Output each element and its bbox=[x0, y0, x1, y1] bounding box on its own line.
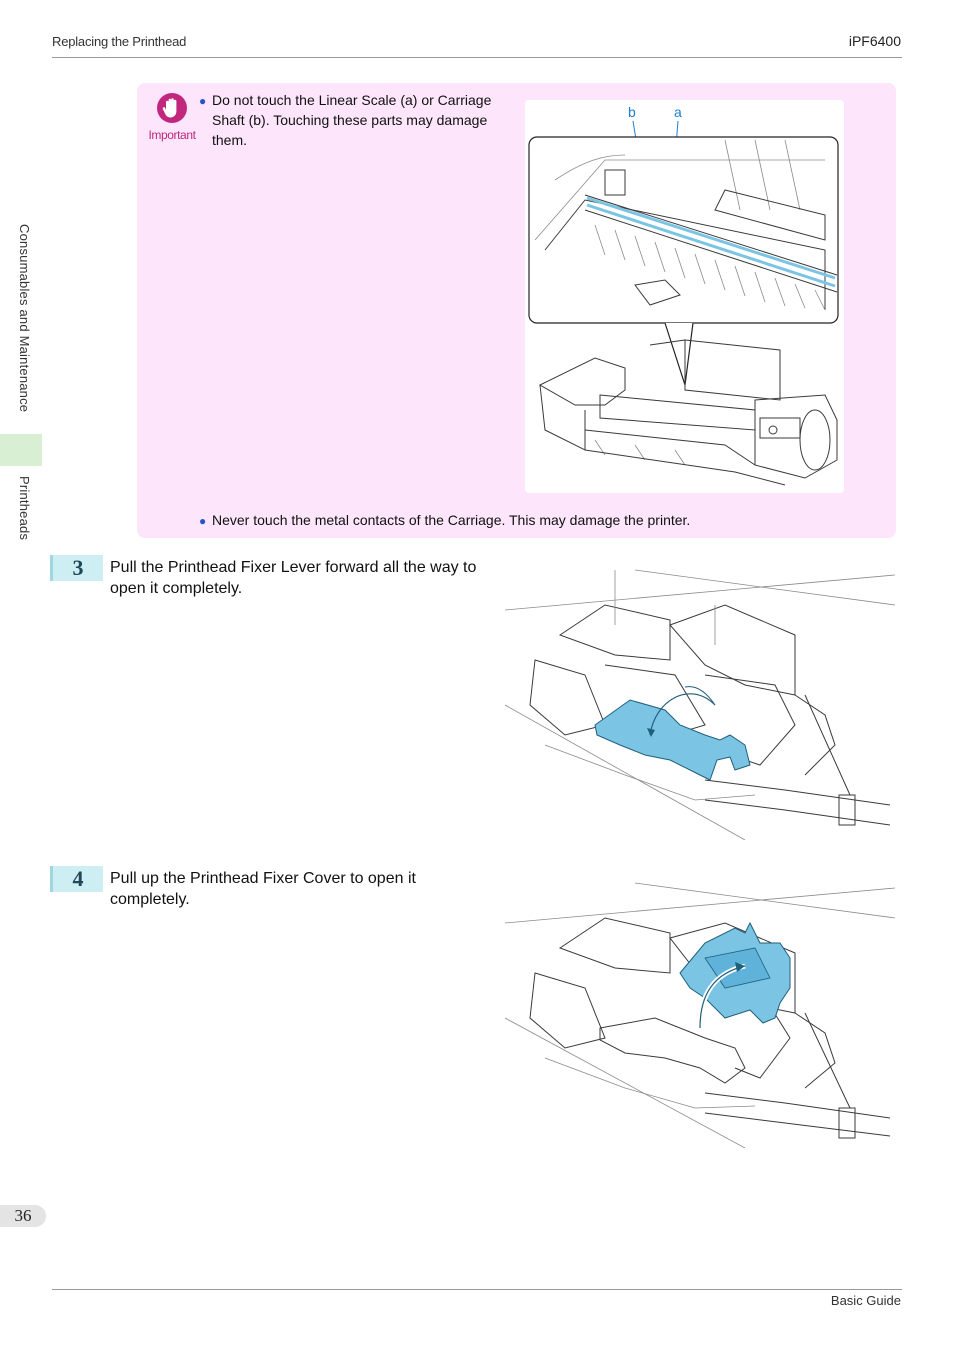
printhead-fixer-lever-illustration bbox=[505, 565, 895, 840]
running-head: Replacing the Printhead bbox=[52, 34, 187, 49]
header-rule bbox=[52, 57, 902, 58]
callout-a: a bbox=[674, 104, 682, 120]
important-hand-icon bbox=[156, 92, 188, 124]
bullet-dot: ● bbox=[199, 94, 207, 108]
important-label: Important bbox=[148, 128, 196, 142]
printhead-fixer-cover-illustration bbox=[505, 878, 895, 1148]
footer-rule bbox=[52, 1289, 902, 1290]
step-number: 3 bbox=[72, 555, 84, 580]
step-4-badge bbox=[50, 866, 103, 892]
side-tab-highlight bbox=[0, 434, 42, 466]
step-3-text: Pull the Printhead Fixer Lever forward all the way to open it completely. bbox=[110, 559, 477, 597]
side-tab-chapter[interactable]: Consumables and Maintenance bbox=[17, 224, 32, 413]
side-tab-section[interactable]: Printheads bbox=[17, 476, 32, 541]
printer-linear-scale-illustration bbox=[525, 100, 844, 493]
step-number: 4 bbox=[72, 866, 84, 891]
model-name: iPF6400 bbox=[848, 33, 901, 49]
callout-b: b bbox=[628, 104, 636, 120]
bullet-dot: ● bbox=[199, 514, 207, 528]
step-3-badge bbox=[50, 555, 103, 581]
guide-name: Basic Guide bbox=[830, 1293, 901, 1308]
step-4-text: Pull up the Printhead Fixer Cover to open it completely. bbox=[110, 870, 416, 908]
important-bullet-2: Never touch the metal contacts of the Carriage. This may damage the printer. bbox=[212, 512, 691, 528]
important-bullet-1: Do not touch the Linear Scale (a) or Carriage Shaft (b). Touching these parts may damage them. bbox=[212, 92, 492, 148]
page-number: 36 bbox=[0, 1205, 46, 1227]
